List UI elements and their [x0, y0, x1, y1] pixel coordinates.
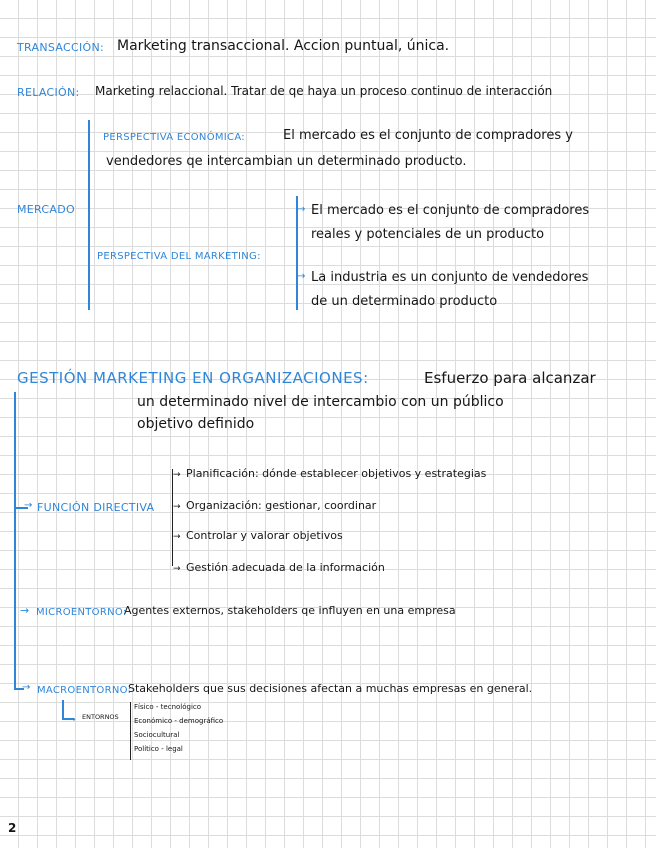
gestion-line2: un determinado nivel de intercambio con un público — [137, 394, 504, 410]
macroentorno-text: Stakeholders que sus decisiones afectan a muchas empresas en general. — [128, 682, 533, 695]
entorno-item-3: Sociocultural — [134, 731, 180, 739]
marketing-item-2-line2: de un determinado producto — [311, 294, 498, 309]
relacion-label: RELACIÓN: — [17, 86, 80, 99]
mercado-bracket — [88, 120, 90, 310]
entornos-label: ENTORNOS — [82, 713, 119, 721]
marketing-item-1-line1: El mercado es el conjunto de compradores — [311, 203, 590, 218]
arrow-icon: → — [20, 604, 30, 617]
perspectiva-economica-label: PERSPECTIVA ECONÓMICA: — [103, 132, 245, 143]
arrow-icon: → — [297, 271, 306, 282]
marketing-item-2-line1: La industria es un conjunto de vendedores — [311, 270, 589, 285]
arrow-icon: → — [173, 532, 181, 542]
entorno-item-2: Económico - demográfico — [134, 717, 224, 725]
gestion-line3: objetivo definido — [137, 416, 255, 432]
funcion-item-4: Gestión adecuada de la información — [186, 561, 385, 574]
arrow-icon: → — [297, 204, 306, 215]
perspectiva-marketing-label: PERSPECTIVA DEL MARKETING: — [97, 251, 261, 262]
relacion-text: Marketing relaccional. Tratar de qe haya un proceso continuo de interacción — [95, 84, 553, 98]
funcion-bracket — [172, 469, 173, 566]
page-number: 2 — [8, 821, 17, 835]
arrow-icon: → — [173, 470, 181, 480]
gestion-bracket — [14, 392, 16, 690]
macroentorno-label: MACROENTORNO: — [37, 685, 132, 696]
perspectiva-economica-line1: El mercado es el conjunto de compradores y — [283, 128, 573, 143]
arrow-icon: → — [173, 564, 181, 574]
arrow-icon: → — [24, 500, 33, 511]
entorno-item-4: Político - legal — [134, 745, 183, 753]
funcion-item-2: Organización: gestionar, coordinar — [186, 499, 377, 512]
gestion-label: GESTIÓN MARKETING EN ORGANIZACIONES: — [17, 369, 369, 387]
microentorno-label: MICROENTORNO: — [36, 607, 127, 618]
arrow-icon: → — [22, 682, 31, 693]
arrow-icon: → — [173, 502, 181, 512]
funcion-directiva-label: FUNCIÓN DIRECTIVA — [37, 501, 155, 514]
transaccion-text: Marketing transaccional. Accion puntual, única. — [117, 38, 450, 54]
microentorno-text: Agentes externos, stakeholders qe influyen en una empresa — [124, 604, 456, 617]
perspectiva-economica-line2: vendedores qe intercambian un determinado producto. — [106, 154, 467, 169]
transaccion-label: TRANSACCIÓN: — [17, 41, 104, 54]
entorno-item-1: Físico - tecnológico — [134, 703, 202, 711]
funcion-item-1: Planificación: dónde establecer objetivos y estrategias — [186, 467, 487, 480]
funcion-item-3: Controlar y valorar objetivos — [186, 529, 343, 542]
marketing-item-1-line2: reales y potenciales de un producto — [311, 227, 545, 242]
gestion-line1: Esfuerzo para alcanzar — [424, 369, 596, 387]
entornos-list-bracket — [130, 702, 131, 760]
mercado-label: MERCADO — [17, 203, 75, 216]
entornos-bracket — [62, 700, 64, 720]
arrow-icon: → — [69, 715, 76, 724]
